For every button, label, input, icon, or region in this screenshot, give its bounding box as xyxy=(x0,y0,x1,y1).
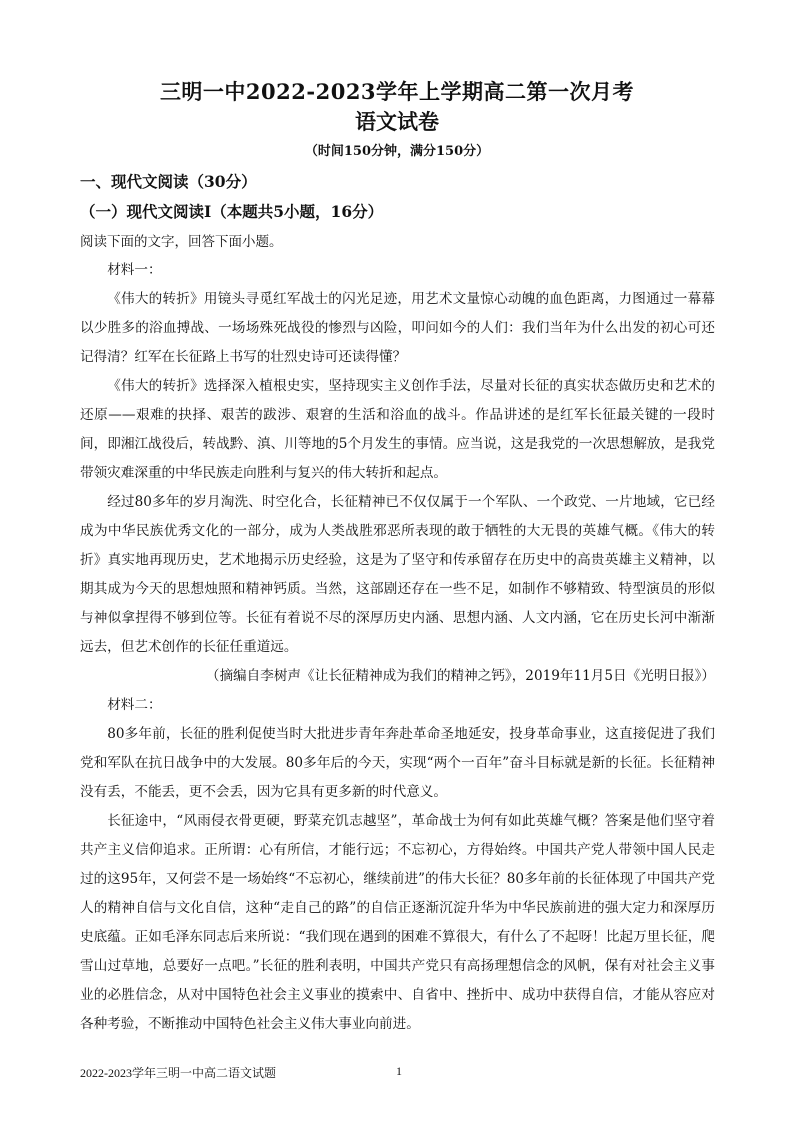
exam-subtitle: 语文试卷 xyxy=(355,109,439,134)
material-2-label: 材料二： xyxy=(107,697,162,713)
material-2-paragraph: 80多年前，长征的胜利促使当时大批进步青年奔赴革命圣地延安，投身革命事业，这直接促进了我们党和军队在抗日战争中的大发展。80多年后的今天，实现“两个一百年”奋斗目标就是新的长征。长征精神没有丢，不能丢，更不会丢，因为它具有更多新的时代意义。 xyxy=(80,726,715,800)
section-heading: 一、现代文阅读（30分） xyxy=(80,172,257,191)
reading-instruction: 阅读下面的文字，回答下面小题。 xyxy=(80,234,283,250)
material-1-label: 材料一： xyxy=(107,262,162,278)
material-1-paragraph: 经过80多年的岁月淘洗、时空化合，长征精神已不仅仅属于一个军队、一个政党、一片地域，它已经成为中华民族优秀文化的一部分，成为人类战胜邪恶所表现的敢于牺牲的大无畏的英雄气概。《伟大的转折》真实地再现历史，艺术地揭示历史经验，这是为了坚守和传承留存在历史中的高贵英雄主义精神，以期其成为今天的思想烛照和精神钙质。当然，这部剧还存在一些不足，如制作不够精致、特型演员的形似与神似拿捏得不够到位等。长征有着说不尽的深厚历史内涵、思想内涵、人文内涵，它在历史长河中渐渐远去，但艺术创作的长征任重道远。 xyxy=(80,494,715,655)
footer-exam-name: 2022-2023学年三明一中高二语文试题 xyxy=(80,1066,276,1080)
material-2-paragraph: 长征途中，“风雨侵衣骨更硬，野菜充饥志越坚”，革命战士为何有如此英雄气概？答案是他们坚守着共产主义信仰追求。正所谓：心有所信，才能行远；不忘初心，方得始终。中国共产党人带领中国人民走过的这95年，又何尝不是一场始终“不忘初心，继续前进”的伟大长征？80多年前的长征体现了中国共产党人的精神自信与文化自信，这种“走自己的路”的自信正逐渐沉淀升华为中华民族前进的强大定力和深厚历史底蕴。正如毛泽东同志后来所说：“我们现在遇到的困难不算很大，有什么了不起呀！比起万里长征，爬雪山过草地，总要好一点吧。”长征的胜利表明，中国共产党只有高扬理想信念的风帆，保有对社会主义事业的必胜信念，从对中国特色社会主义事业的摸索中、自省中、挫折中、成功中获得自信，才能从容应对各种考验，不断推动中国特色社会主义伟大事业向前进。 xyxy=(80,813,715,1032)
subsection-heading: （一）现代文阅读Ⅰ（本题共5小题，16分） xyxy=(80,202,384,221)
material-1-paragraph: 《伟大的转折》用镜头寻觅红军战士的闪光足迹，用艺术文量惊心动魄的血色距离，力图通过一幕幕以少胜多的浴血搏战、一场场殊死战役的惨烈与凶险，叩问如今的人们：我们当年为什么出发的初心可还记得清？红军在长征路上书写的壮烈史诗可还读得懂？ xyxy=(80,291,715,365)
passage-body xyxy=(80,256,715,1039)
material-1-paragraph: 《伟大的转折》选择深入植根史实，坚持现实主义创作手法，尽量对长征的真实状态做历史和艺术的还原——艰难的抉择、艰苦的跋涉、艰窘的生活和浴血的战斗。作品讲述的是红军长征最关键的一段时间，即湘江战役后，转战黔、滇、川等地的5个月发生的事情。应当说，这是我党的一次思想解放，是我党带领灾难深重的中华民族走向胜利与复兴的伟大转折和起点。 xyxy=(80,378,715,481)
time-note: （时间150分钟，满分150分） xyxy=(304,144,490,159)
exam-title: 三明一中2022-2023学年上学期高二第一次月考 xyxy=(159,79,635,104)
page-number: 1 xyxy=(396,1064,402,1078)
material-1-source: （摘编自李树声《让长征精神成为我们的精神之钙》，2019年11月5日《光明日报》） xyxy=(205,668,715,684)
